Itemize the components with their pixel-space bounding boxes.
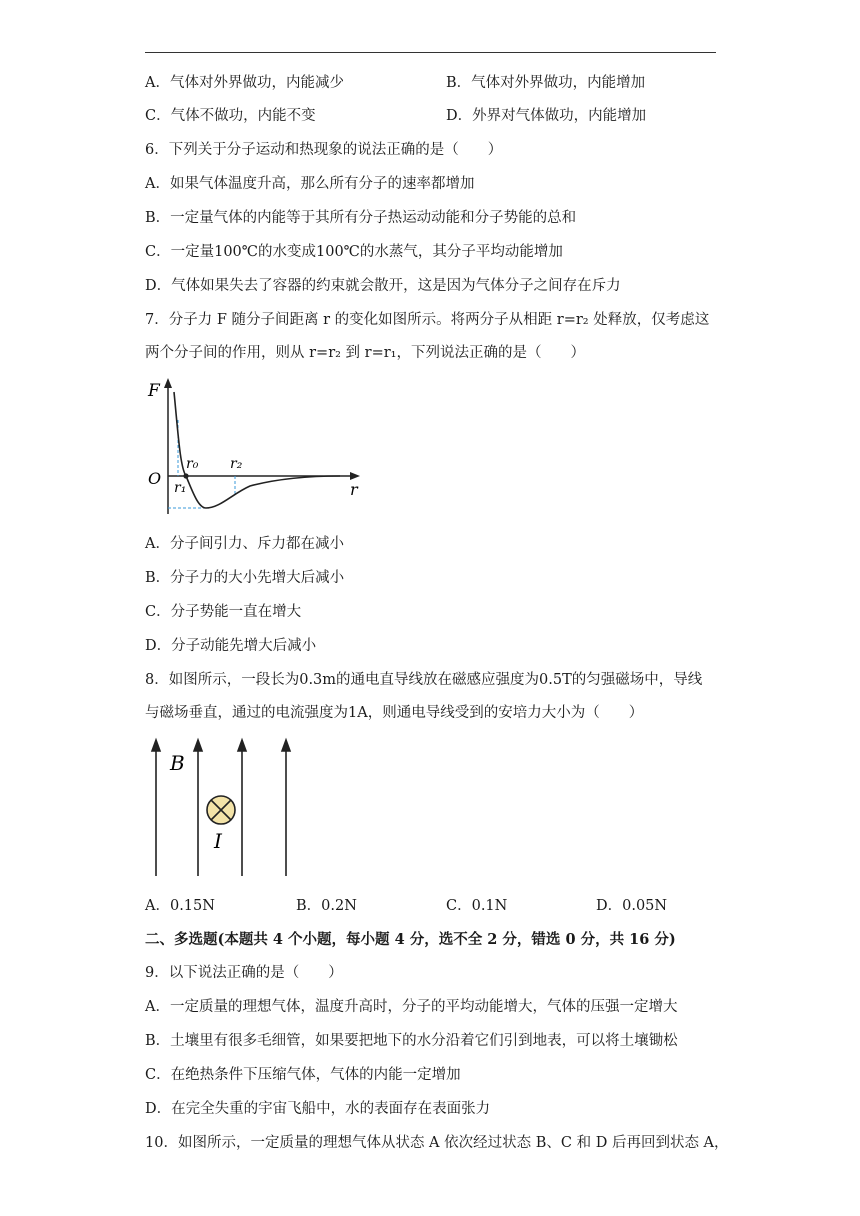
r-axis-arrow xyxy=(350,472,360,480)
q7-option-d[interactable]: D．分子动能先增大后减小 xyxy=(145,638,317,654)
q6-option-c[interactable]: C．一定量100℃的水变成100℃的水蒸气，其分子平均动能增加 xyxy=(145,244,563,260)
magnetic-field-figure xyxy=(140,736,305,880)
q8-option-c[interactable]: C．0.1N xyxy=(446,898,508,914)
q9-option-c[interactable]: C．在绝热条件下压缩气体，气体的内能一定增加 xyxy=(145,1067,461,1083)
q8-option-d[interactable]: D．0.05N xyxy=(596,898,668,914)
q7-option-a[interactable]: A．分子间引力、斥力都在减小 xyxy=(145,536,344,552)
q8-stem-line1: 8．如图所示，一段长为0.3m的通电直导线放在磁感应强度为0.5T的匀强磁场中，导线 xyxy=(145,672,703,688)
section-heading: 二、多选题(本题共 4 个小题，每小题 4 分，选不全 2 分，错选 0 分，共 16 分) xyxy=(145,931,676,948)
q8-stem-line2: 与磁场垂直，通过的电流强度为1A，则通电导线受到的安培力大小为（ ） xyxy=(145,705,644,721)
field-arrow-2 xyxy=(194,740,202,751)
f-axis-arrow xyxy=(164,378,172,388)
q6-option-a[interactable]: A．如果气体温度升高，那么所有分子的速率都增加 xyxy=(145,176,475,192)
q9-option-b[interactable]: B．土壤里有很多毛细管，如果要把地下的水分沿着它们引到地表，可以将土壤锄松 xyxy=(145,1033,678,1049)
q5-option-b[interactable]: B．气体对外界做功，内能增加 xyxy=(446,75,646,91)
force-curve xyxy=(174,392,340,508)
r0-point xyxy=(183,473,188,478)
q10-stem: 10．如图所示，一定质量的理想气体从状态 A 依次经过状态 B、C 和 D 后再回到状态 A， xyxy=(145,1135,729,1151)
molecular-force-graph xyxy=(140,372,370,522)
field-arrow-1 xyxy=(152,740,160,751)
current-i-label: I xyxy=(214,829,222,853)
origin-label: O xyxy=(148,469,162,488)
q8-option-b[interactable]: B．0.2N xyxy=(296,898,357,914)
f-axis-label: F xyxy=(148,381,160,401)
q7-option-c[interactable]: C．分子势能一直在增大 xyxy=(145,604,302,620)
field-arrow-4 xyxy=(282,740,290,751)
r2-label: r₂ xyxy=(230,456,243,472)
q9-option-a[interactable]: A．一定质量的理想气体，温度升高时，分子的平均动能增大，气体的压强一定增大 xyxy=(145,999,678,1015)
q5-option-a[interactable]: A．气体对外界做功，内能减少 xyxy=(145,75,344,91)
q5-option-d[interactable]: D．外界对气体做功，内能增加 xyxy=(446,108,647,124)
q7-stem-line2: 两个分子间的作用，则从 r=r₂ 到 r=r₁，下列说法正确的是（ ） xyxy=(145,345,585,361)
field-arrow-3 xyxy=(238,740,246,751)
q6-option-b[interactable]: B．一定量气体的内能等于其所有分子热运动动能和分子势能的总和 xyxy=(145,210,577,226)
q9-option-d[interactable]: D．在完全失重的宇宙飞船中，水的表面存在表面张力 xyxy=(145,1101,491,1117)
r-axis-label: r xyxy=(350,480,358,499)
field-b-label: B xyxy=(170,751,185,775)
q7-stem-line1: 7．分子力 F 随分子间距离 r 的变化如图所示。将两分子从相距 r=r₂ 处释放，仅考虑这 xyxy=(145,312,710,328)
r1-label: r₁ xyxy=(174,480,187,496)
q8-option-a[interactable]: A．0.15N xyxy=(145,898,215,914)
q6-option-d[interactable]: D．气体如果失去了容器的约束就会散开，这是因为气体分子之间存在斥力 xyxy=(145,278,621,294)
q5-option-c[interactable]: C．气体不做功，内能不变 xyxy=(145,108,316,124)
q9-stem: 9．以下说法正确的是（ ） xyxy=(145,965,343,981)
header-rule xyxy=(145,52,716,53)
q6-stem: 6．下列关于分子运动和热现象的说法正确的是（ ） xyxy=(145,142,503,158)
q7-option-b[interactable]: B．分子力的大小先增大后减小 xyxy=(145,570,345,586)
r0-label: r₀ xyxy=(186,456,199,472)
